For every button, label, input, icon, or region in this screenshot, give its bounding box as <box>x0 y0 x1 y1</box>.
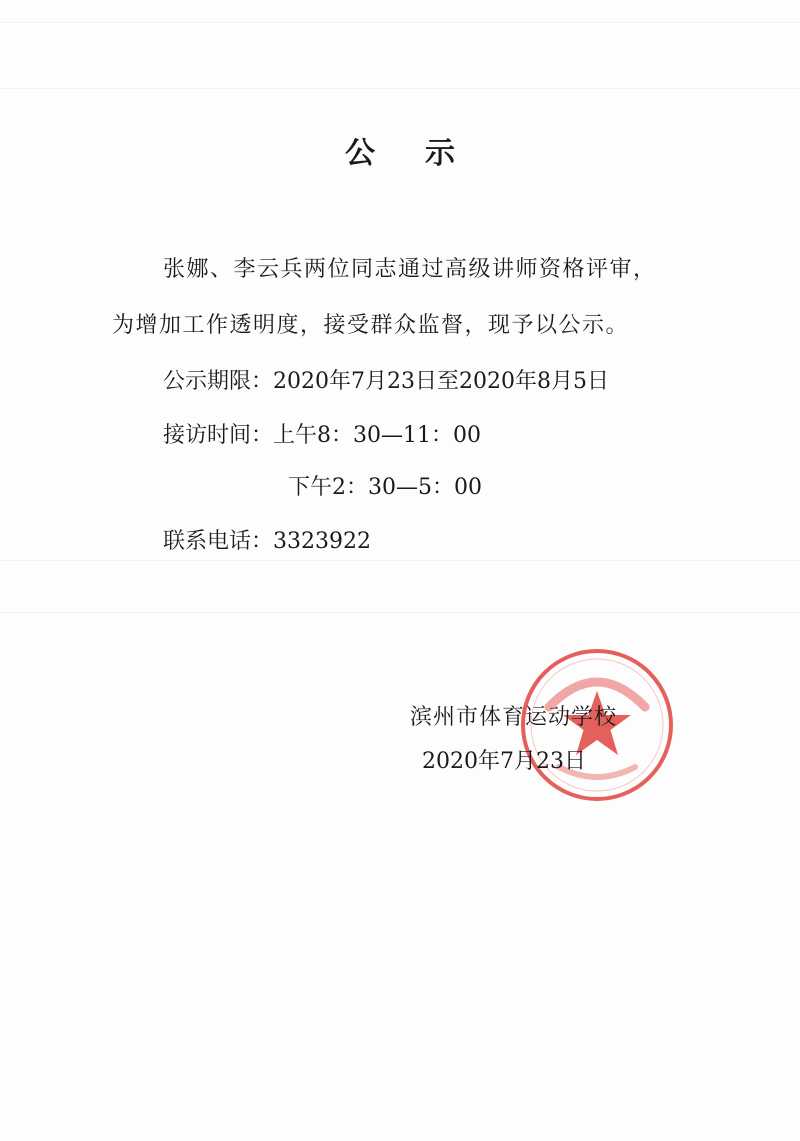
title-char-1: 公 <box>345 136 375 171</box>
scan-streak <box>0 560 800 561</box>
visit-hours-morning: 接访时间：上午8：30—11：00 <box>163 423 481 448</box>
title-char-2: 示 <box>425 136 455 171</box>
document-title <box>0 128 800 172</box>
body-line-1: 张娜、李云兵两位同志通过高级讲师资格评审， <box>163 257 657 282</box>
visit-hours-afternoon: 下午2：30—5：00 <box>288 475 482 500</box>
notice-period: 公示期限：2020年7月23日至2020年8月5日 <box>163 369 609 394</box>
body-line-2: 为增加工作透明度，接受群众监督，现予以公示。 <box>112 313 630 338</box>
scan-streak <box>0 22 800 23</box>
issue-date: 2020年7月23日 <box>422 749 586 774</box>
contact-phone: 联系电话：3323922 <box>163 529 371 554</box>
issuing-organization: 滨州市体育运动学校 <box>410 705 618 730</box>
scan-streak <box>0 612 800 613</box>
scan-streak <box>0 88 800 89</box>
